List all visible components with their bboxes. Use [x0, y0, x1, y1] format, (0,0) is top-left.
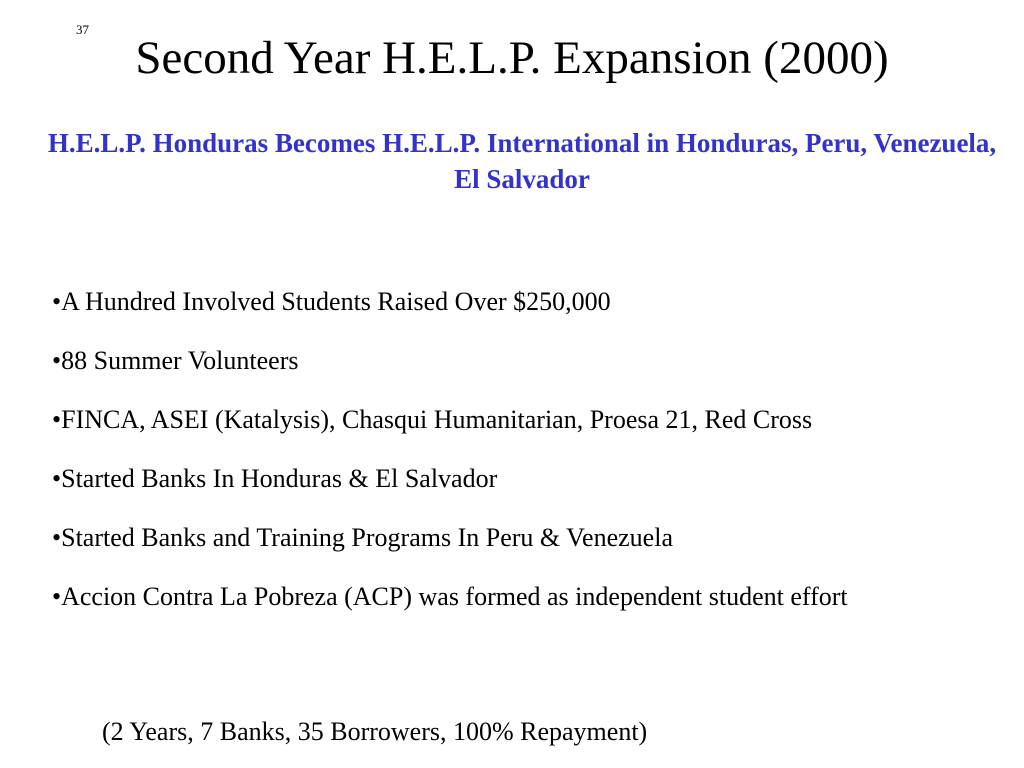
bullet-item: •FINCA, ASEI (Katalysis), Chasqui Humanitarian, Proesa 21, Red Cross — [52, 405, 813, 434]
bullet-item: •Started Banks and Training Programs In Peru & Venezuela — [52, 523, 673, 552]
slide-subtitle: H.E.L.P. Honduras Becomes H.E.L.P. International in Honduras, Peru, Venezuela, El Salvador — [47, 128, 997, 194]
slide-title: Second Year H.E.L.P. Expansion (2000) — [135, 32, 889, 84]
summary-stats: (2 Years, 7 Banks, 35 Borrowers, 100% Repayment) — [102, 717, 648, 746]
bullet-item: •Started Banks In Honduras & El Salvador — [52, 464, 498, 493]
bullet-item: •Accion Contra La Pobreza (ACP) was formed as independent student effort — [52, 582, 848, 611]
bullet-item: •A Hundred Involved Students Raised Over $250,000 — [52, 287, 611, 316]
bullet-list — [52, 284, 992, 615]
slide-number: 37 — [76, 22, 89, 37]
bullet-item: •88 Summer Volunteers — [52, 346, 299, 375]
